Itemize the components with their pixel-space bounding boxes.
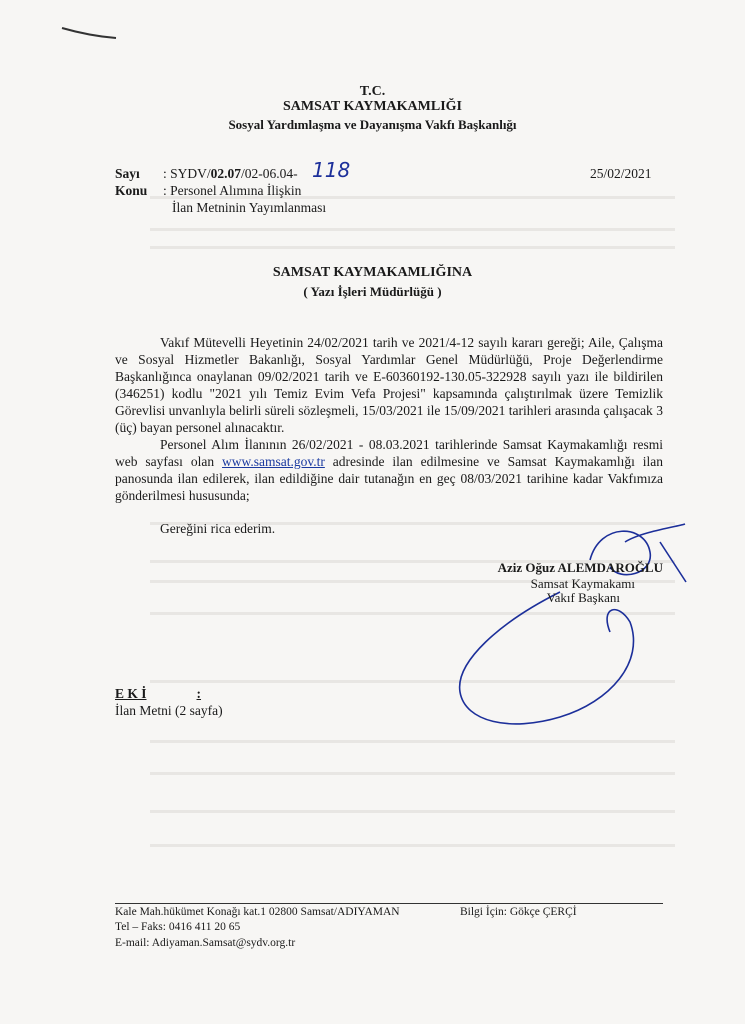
bleed-through-line <box>150 228 675 231</box>
header-tc: T.C. <box>359 84 386 99</box>
bleed-through-line <box>150 810 675 813</box>
bleed-through-line <box>150 844 675 847</box>
attachments-colon: : <box>196 686 202 701</box>
signatory-title-1: Samsat Kaymakamı <box>530 576 635 591</box>
sayi-suffix: /02-06.04- <box>241 166 298 181</box>
sayi-label: Sayı <box>115 166 140 181</box>
paragraph-2-end: adresinde ilan edilmesine ve Samsat Kaymakamlığı ilan panosunda ilan edilerek, ilan edildiğine dair tutanağın en geç 08/03/2021 tarihine kadar Vakfımıza gönderilmesi hususunda; <box>115 454 663 503</box>
attachments-heading <box>115 686 201 702</box>
konu-text-1: : Personel Alımına İlişkin <box>163 183 302 198</box>
signature-scribble <box>440 512 700 742</box>
document-date: 25/02/2021 <box>590 166 652 181</box>
sayi-line <box>115 166 298 182</box>
attachment-item: İlan Metni (2 sayfa) <box>115 703 223 718</box>
header-foundation: Sosyal Yardımlaşma ve Dayanışma Vakfı Başkanlığı <box>228 117 517 132</box>
footer-phone: Tel – Faks: 0416 411 20 65 <box>115 921 241 933</box>
website-link[interactable]: www.samsat.gov.tr <box>222 454 325 469</box>
footer-contact-person: Bilgi İçin: Gökçe ÇERÇİ <box>460 906 577 918</box>
sayi-bold: 02.07 <box>210 166 242 181</box>
closing-line: Gereğini rica ederim. <box>160 521 276 536</box>
paragraph-2 <box>115 436 663 504</box>
signatory-title-2: Vakıf Başkanı <box>546 590 620 605</box>
header-institution: SAMSAT KAYMAKAMLIĞI <box>282 99 463 114</box>
konu-text-2: İlan Metninin Yayımlanması <box>172 200 327 215</box>
footer-address: Kale Mah.hükümet Konağı kat.1 02800 Samsat/ADIYAMAN <box>115 906 400 918</box>
footer-divider <box>115 903 663 904</box>
paragraph-1: Vakıf Mütevelli Heyetinin 24/02/2021 tarih ve 2021/4-12 sayılı kararı gereği; Aile, Çalışma ve Sosyal Hizmetler Bakanlığı, Sosyal Yardımlar Genel Müdürlüğü, Proje Değerlendirme Başkanlığınca onaylanan 09/02/2021 tarih ve E-60360192-130.05-322928 sayılı yazı ile bildirilen (346251) kodlu "2021 yılı Temiz Evim Vefa Projesi" kapsamında çalıştırılmak üzere Temizlik Görevlisi unvanlıyla belirli süreli sözleşmeli, 15/03/2021 ile 15/09/2021 tarihleri arasında çalışacak 3 (üç) bayan personel alınacaktır. <box>115 335 663 435</box>
bleed-through-line <box>150 246 675 249</box>
footer-email: E-mail: Adiyaman.Samsat@sydv.org.tr <box>115 937 296 949</box>
konu-label: Konu <box>115 183 148 198</box>
konu-line <box>115 183 301 199</box>
paragraph-2-start: Personel Alım İlanının 26/02/2021 - 08.03.2021 tarihlerinde Samsat Kaymakamlığı resmi web sayfası olan <box>115 437 663 469</box>
addressee: SAMSAT KAYMAKAMLIĞINA <box>272 265 473 280</box>
signatory-name: Aziz Oğuz ALEMDAROĞLU <box>497 560 663 575</box>
pen-mark <box>60 22 120 44</box>
attachments-label: E K İ <box>115 686 147 701</box>
addressee-department: ( Yazı İşleri Müdürlüğü ) <box>303 284 442 299</box>
handwritten-number: 118 <box>312 158 351 182</box>
sayi-prefix: : SYDV/ <box>163 166 211 181</box>
bleed-through-line <box>150 772 675 775</box>
